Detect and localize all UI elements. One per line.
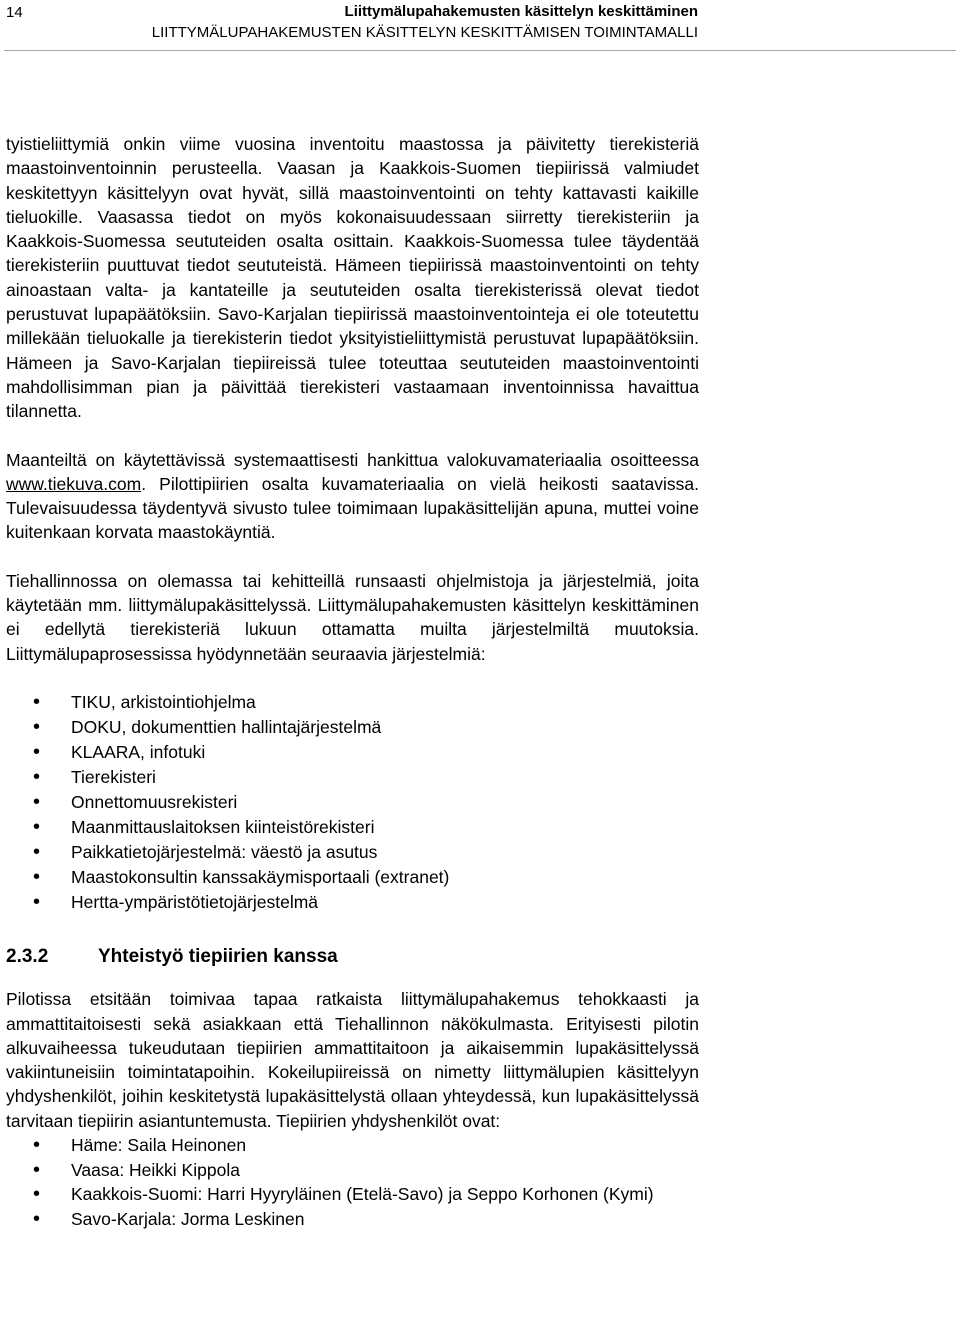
list-item: • Vaasa: Heikki Kippola — [6, 1158, 699, 1183]
paragraph-cooperation: Pilotissa etsitään toimivaa tapaa ratkaista liittymälupahakemus tehokkaasti ja ammattitaitoisesti sekä asiakkaan että Tiehallinnon näkökulmasta. Erityisesti pilotin alkuvaiheessa tukeudutaan tiepiirien ammattitaitoon ja aikaisemmin lupakäsittelyssä vakiintuneisiin toimintatapoihin. Kokeilupiireissä on nimetty liittymälupien käsittelyyn yhdyshenkilöt, joihin keskitetystä lupakäsittelystä ollaan yhteydessä, kun lupakäsittelyssä tarvitaan tiepiirin asiantuntemusta. Tiepiirien yhdyshenkilöt ovat: — [6, 989, 699, 1131]
list-item: • Maanmittauslaitoksen kiinteistörekisteri — [6, 815, 699, 840]
page-number: 14 — [6, 4, 23, 21]
list-item: • DOKU, dokumenttien hallintajärjestelmä — [6, 715, 699, 740]
list-item: • Paikkatietojärjestelmä: väestö ja asutus — [6, 840, 699, 865]
list-item: • Hertta-ympäristötietojärjestelmä — [6, 890, 699, 915]
tiekuva-link[interactable]: www.tiekuva.com — [6, 473, 142, 494]
list-item: • Häme: Saila Heinonen — [6, 1133, 699, 1158]
section-number: 2.3.2 — [6, 945, 49, 967]
list-item: • KLAARA, infotuki — [6, 740, 699, 765]
list-item: • Maastokonsultin kanssakäymisportaali (extranet) — [6, 865, 699, 890]
list-item: • Kaakkois-Suomi: Harri Hyyryläinen (Etelä-Savo) ja Seppo Korhonen (Kymi) — [6, 1182, 699, 1207]
paragraph-photo-material — [6, 448, 699, 545]
contacts-list — [6, 1133, 699, 1231]
paragraph-photo-text-1: Maanteiltä on käytettävissä systemaattisesti hankittua valokuvamateriaalia osoitteessa — [6, 449, 699, 470]
list-item: • Savo-Karjala: Jorma Leskinen — [6, 1207, 699, 1232]
systems-list — [6, 690, 699, 915]
list-item: • Onnettomuusrekisteri — [6, 790, 699, 815]
page-body — [6, 132, 699, 1231]
paragraph-systems: Tiehallinnossa on olemassa tai kehitteillä runsaasti ohjelmistoja ja järjestelmiä, joita käytetään mm. liittymälupakäsittelyssä. Liittymälupahakemusten käsittelyn keskittäminen ei edellytä tierekisteriä lukuun ottamatta muilta järjestelmiltä muutoksia. Liittymälupaprosessissa hyödynnetään seuraavia järjestelmiä: — [6, 570, 699, 664]
list-item: • TIKU, arkistointiohjelma — [6, 690, 699, 715]
running-header-title: Liittymälupahakemusten käsittelyn keskittäminen — [344, 3, 698, 20]
section-heading — [6, 945, 699, 969]
running-header-subtitle: LIITTYMÄLUPAHAKEMUSTEN KÄSITTELYN KESKITTÄMISEN TOIMINTAMALLI — [151, 24, 698, 41]
paragraph-photo-text-2: . Pilottipiirien osalta kuvamateriaalia on vielä heikosti saatavissa. Tulevaisuudessa täydentyvä sivusto tulee toimimaan lupakäsittelijän apuna, muttei voine kuitenkaan korvata maastokäyntiä. — [6, 473, 699, 543]
list-item: • Tierekisteri — [6, 765, 699, 790]
section-title: Yhteistyö tiepiirien kanssa — [98, 945, 338, 967]
paragraph-inventory: tyistieliittymiä onkin viime vuosina inventoitu maastossa ja päivitetty tierekisteriä maastoinventoinnin perusteella. Vaasan ja Kaakkois-Suomen tiepiirissä valmiudet keskitettyyn käsittelyyn ovat hyvät, sillä maastoinventointi on tehty kattavasti kaikille tieluokille. Vaasassa tiedot on myös kokonaisuudessaan siirretty tierekisteriin ja Kaakkois-Suomessa seututeiden osalta osittain. Kaakkois-Suomessa tulee täydentää tierekisteriin puuttuvat tiedot seututeistä. Hämeen tiepiirissä maastoinventointi on tehty ainoastaan valta- ja kantateille ja seututeiden osalta tierekisterissä olevat tiedot perustuvat lupapäätöksiin. Savo-Karjalan tiepiirissä maastoinventointeja ei ole toteutettu millekään tieluokalle ja tierekisterin tiedot yksityistieliittymistä perustuvat lupapäätöksiin. Hämeen ja Savo-Karjalan tiepiireissä tulee toteuttaa seututeiden maastoinventointi mahdollisimman pian ja päivittää tierekisteri vastaamaan inventoinnissa havaittua tilannetta. — [6, 134, 699, 422]
header-rule — [4, 50, 956, 51]
